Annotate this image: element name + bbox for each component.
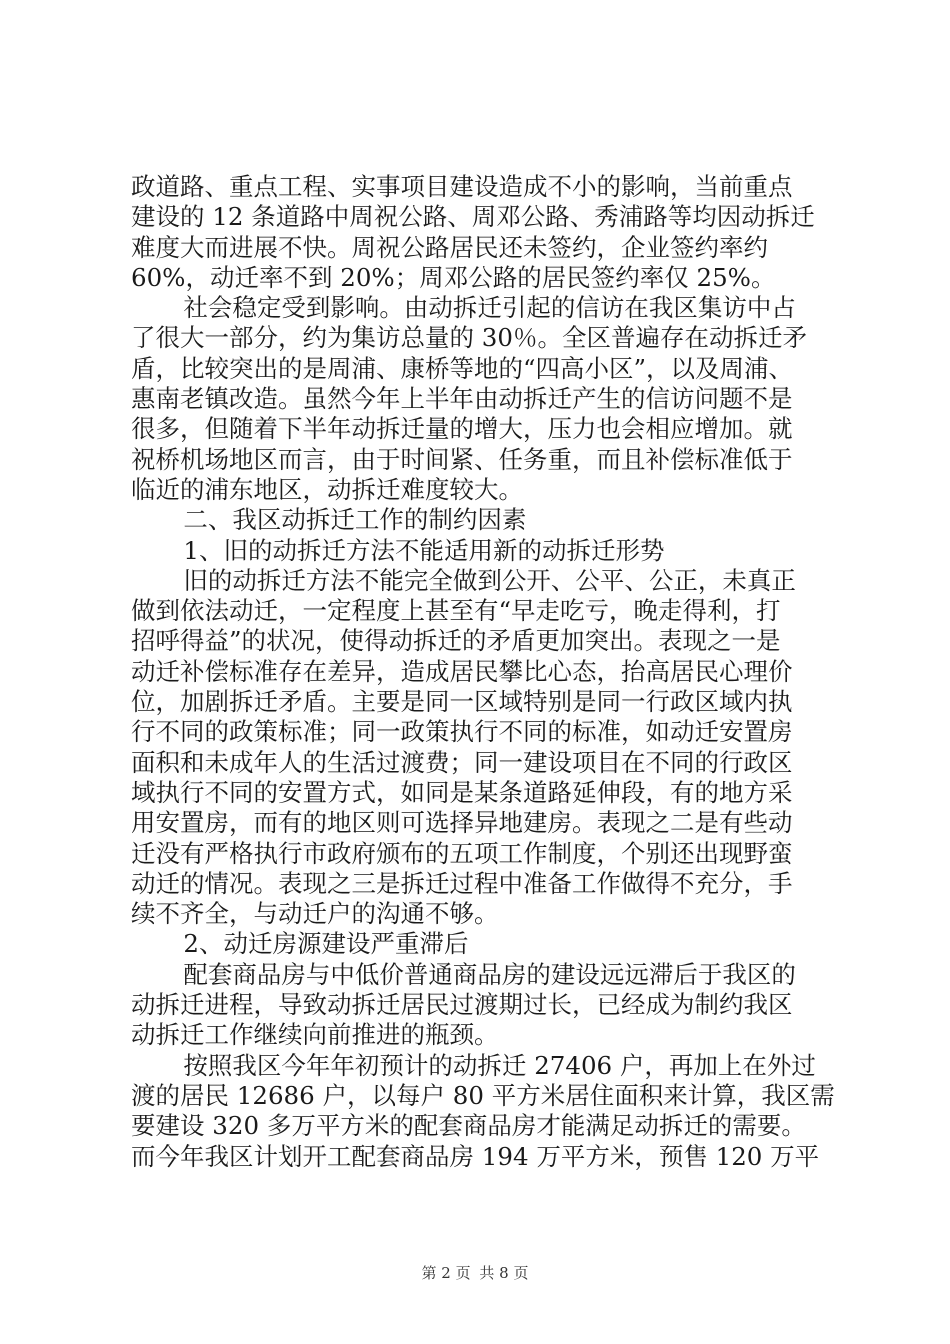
- text-line: 而今年我区计划开工配套商品房 194 万平方米，预售 120 万平: [131, 1141, 820, 1171]
- document-body: [131, 172, 836, 1172]
- text-line: 招呼得益”的状况，使得动拆迁的矛盾更加突出。表现之一是: [131, 626, 781, 656]
- text-line: 用安置房，而有的地区则可选择异地建房。表现之二是有些动: [131, 808, 793, 838]
- text-line: 了很大一部分，约为集访总量的 30％。全区普遍存在动拆迁矛: [131, 323, 807, 353]
- text-line: 按照我区今年年初预计的动拆迁 27406 户，再加上在外过: [183, 1050, 816, 1080]
- text-line: 旧的动拆迁方法不能完全做到公开、公平、公正，未真正: [183, 565, 796, 595]
- text-line: 二、我区动拆迁工作的制约因素: [183, 505, 527, 535]
- text-line: 做到依法动迁，一定程度上甚至有“早走吃亏，晚走得利，打: [131, 596, 781, 626]
- text-line: 政道路、重点工程、实事项目建设造成不小的影响，当前重点: [131, 172, 793, 201]
- text-line: 行不同的政策标准；同一政策执行不同的标准，如动迁安置房: [131, 717, 793, 747]
- text-line: 临近的浦东地区，动拆迁难度较大。: [131, 474, 523, 504]
- text-line: 盾，比较突出的是周浦、康桥等地的“四高小区”，以及周浦、: [131, 353, 794, 383]
- text-line: 建设的 12 条道路中周祝公路、周邓公路、秀浦路等均因动拆迁: [131, 202, 815, 232]
- page-total: 共 8 页: [479, 1264, 529, 1282]
- text-line: 祝桥机场地区而言，由于时间紧、任务重，而且补偿标准低于: [131, 444, 793, 474]
- text-line: 续不齐全，与动迁户的沟通不够。: [131, 899, 499, 929]
- text-line: 惠南老镇改造。虽然今年上半年由动拆迁产生的信访问题不是: [131, 384, 793, 414]
- text-line: 配套商品房与中低价普通商品房的建设远远滞后于我区的: [183, 959, 796, 989]
- text-line: 位，加剧拆迁矛盾。主要是同一区域特别是同一行政区域内执: [131, 687, 793, 717]
- text-line: 很多，但随着下半年动拆迁量的增大，压力也会相应增加。就: [131, 414, 793, 444]
- text-line: 动迁的情况。表现之三是拆迁过程中准备工作做得不充分，手: [131, 868, 793, 898]
- text-line: 1、旧的动拆迁方法不能适用新的动拆迁形势: [183, 535, 665, 565]
- text-line: 要建设 320 多万平方米的配套商品房才能满足动拆迁的需要。: [131, 1111, 806, 1141]
- text-line: 域执行不同的安置方式，如同是某条道路延伸段，有的地方采: [131, 777, 793, 807]
- text-line: 难度大而进展不快。周祝公路居民还未签约，企业签约率约: [131, 232, 768, 262]
- text-line: 动拆迁进程，导致动拆迁居民过渡期过长，已经成为制约我区: [131, 990, 793, 1020]
- text-line: 渡的居民 12686 户，以每户 80 平方米居住面积来计算，我区需: [131, 1080, 835, 1110]
- text-line: 动迁补偿标准存在差异，造成居民攀比心态，抬高居民心理价: [131, 656, 793, 686]
- text-line: 60%，动迁率不到 20%；周邓公路的居民签约率仅 25%。: [131, 262, 776, 292]
- text-line: 动拆迁工作继续向前推进的瓶颈。: [131, 1020, 499, 1050]
- text-line: 面积和未成年人的生活过渡费；同一建设项目在不同的行政区: [131, 747, 793, 777]
- page-footer: [0, 1262, 950, 1283]
- text-line: 社会稳定受到影响。由动拆迁引起的信访在我区集访中占: [183, 293, 796, 323]
- text-line: 2、动迁房源建设严重滞后: [183, 929, 469, 959]
- page-number: 第 2 页: [421, 1264, 471, 1282]
- text-line: 迁没有严格执行市政府颁布的五项工作制度，个别还出现野蛮: [131, 838, 793, 868]
